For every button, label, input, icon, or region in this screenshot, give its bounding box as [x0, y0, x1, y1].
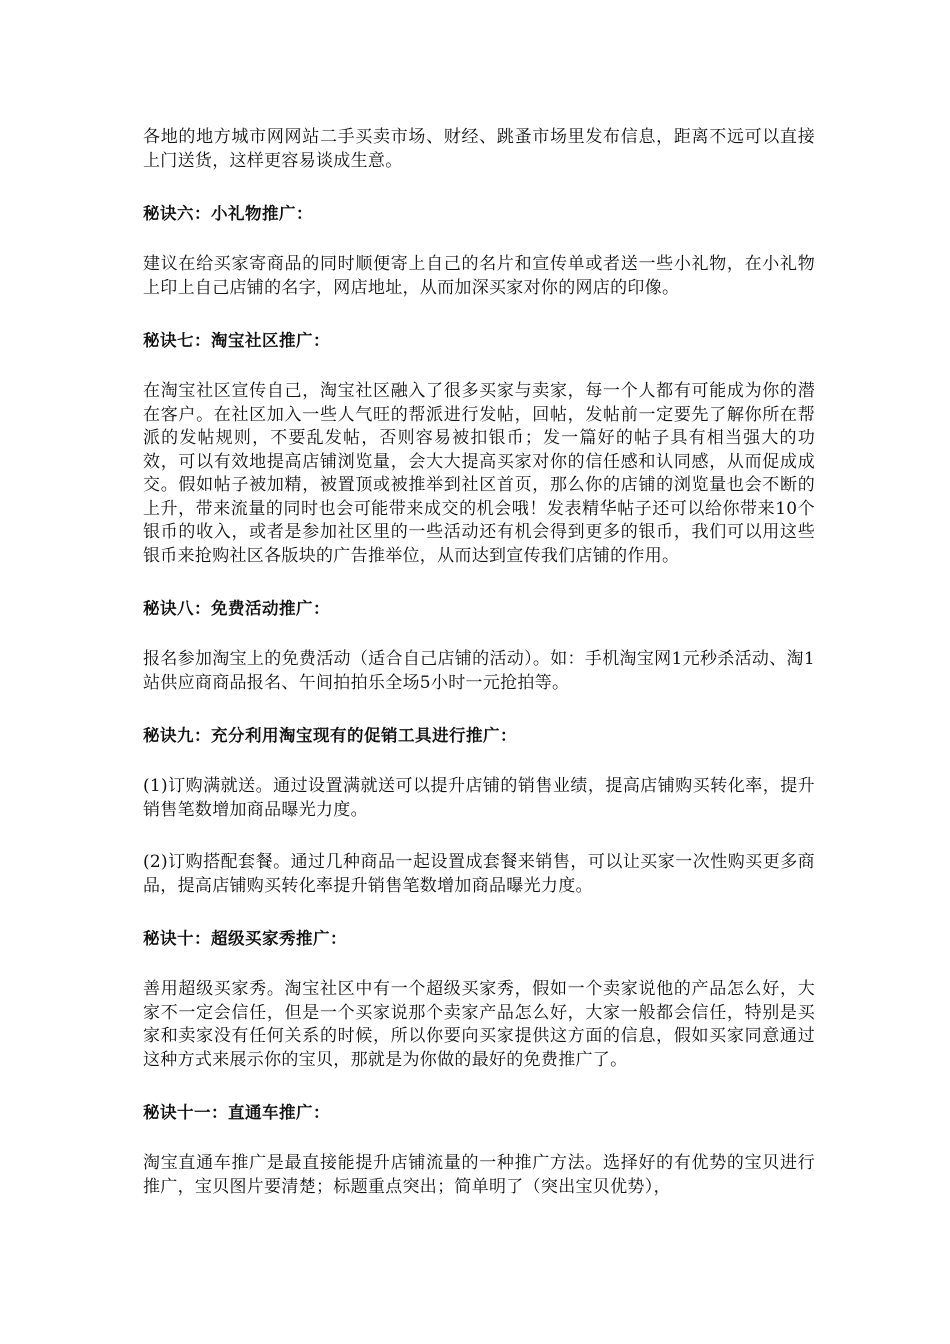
section-11-paragraph: 淘宝直通车推广是最直接能提升店铺流量的一种推广方法。选择好的有优势的宝贝进行推广，宝贝图片要清楚；标题重点突出；简单明了（突出宝贝优势），: [143, 1153, 815, 1197]
document-page: [143, 126, 815, 1199]
section-8-paragraph: 报名参加淘宝上的免费活动（适合自己店铺的活动）。如：手机淘宝网1元秒杀活动、淘1站供应商商品报名、午间拍拍乐全场5小时一元抢拍等。: [143, 649, 815, 693]
section-9-paragraph-2: (2)订购搭配套餐。通过几种商品一起设置成套餐来销售，可以让买家一次性购买更多商品，提高店铺购买转化率提升销售笔数增加商品曝光力度。: [143, 852, 815, 896]
section-heading-11: 秘诀十一：直通车推广：: [143, 1103, 330, 1122]
intro-paragraph: 各地的地方城市网网站二手买卖市场、财经、跳蚤市场里发布信息，距离不远可以直接上门送货，这样更容易谈成生意。: [143, 127, 815, 171]
section-heading-9: 秘诀九：充分利用淘宝现有的促销工具进行推广：: [143, 726, 517, 745]
section-7-paragraph: 在淘宝社区宣传自己，淘宝社区融入了很多买家与卖家，每一个人都有可能成为你的潜在客户。在社区加入一些人气旺的帮派进行发帖，回帖，发帖前一定要先了解你所在帮派的发帖规则，不要乱发帖，否则容易被扣银币；发一篇好的帖子具有相当强大的功效，可以有效地提高店铺浏览量，会大大提高买家对你的信任感和认同感，从而促成成交。假如帖子被加精，被置顶或被推举到社区首页，那么你的店铺的浏览量也会不断的上升，带来流量的同时也会可能带来成交的机会哦！发表精华帖子还可以给你带来10个银币的收入，或者是参加社区里的一些活动还有机会得到更多的银币，我们可以用这些银币来抢购社区各版块的广告推举位，从而达到宣传我们店铺的作用。: [143, 381, 815, 566]
section-9-paragraph-1: (1)订购满就送。通过设置满就送可以提升店铺的销售业绩，提高店铺购买转化率，提升销售笔数增加商品曝光力度。: [143, 776, 815, 820]
section-10-paragraph: 善用超级买家秀。淘宝社区中有一个超级买家秀，假如一个卖家说他的产品怎么好，大家不一定会信任，但是一个买家说那个卖家产品怎么好，大家一般都会信任，特别是买家和卖家没有任何关系的时候，所以你要向买家提供这方面的信息，假如买家同意通过这种方式来展示你的宝贝，那就是为你做的最好的免费推广了。: [143, 979, 815, 1070]
section-heading-6: 秘诀六：小礼物推广：: [143, 204, 313, 223]
section-6-paragraph: 建议在给买家寄商品的同时顺便寄上自己的名片和宣传单或者送一些小礼物，在小礼物上印上自己店铺的名字，网店地址，从而加深买家对你的网店的印像。: [143, 254, 815, 298]
section-heading-8: 秘诀八：免费活动推广：: [143, 599, 330, 618]
section-heading-10: 秘诀十：超级买家秀推广：: [143, 929, 347, 948]
section-heading-7: 秘诀七：淘宝社区推广：: [143, 331, 330, 350]
